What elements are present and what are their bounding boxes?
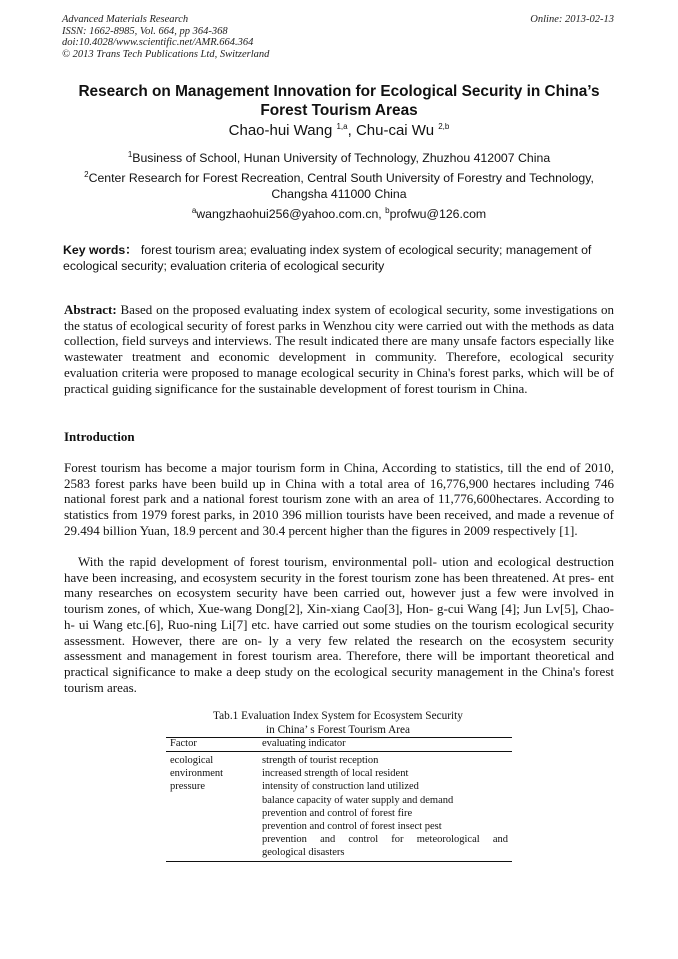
authors (40, 122, 638, 139)
table-caption-line-2: in China’ s Forest Tourism Area (265, 723, 411, 736)
affiliation-1-text: Business of School, Hunan University of Technology, Zhuzhou 412007 China (132, 151, 551, 165)
email-a: wangzhaohui256@yahoo.com.cn, (196, 207, 386, 221)
keywords (63, 242, 613, 274)
table-factor-cell (170, 754, 223, 794)
table-caption-line-1: Tab.1 Evaluation Index System for Ecosystem Security (213, 710, 463, 722)
factor-line: environment (170, 768, 224, 780)
author-2: Chu-cai Wu (355, 122, 435, 139)
keywords-text: forest tourism area; evaluating index system of ecological security; management of ecological security; evaluation criteria of ecological security (63, 243, 592, 273)
table-header-rule (166, 751, 512, 752)
table-caption (168, 710, 508, 737)
author-1-sup: 1,a (336, 122, 348, 131)
author-1: Chao-hui Wang (228, 122, 333, 139)
title-line-2: Forest Tourism Areas (260, 102, 418, 119)
journal-header (62, 14, 269, 60)
intro-paragraph-1: Forest tourism has become a major tourism form in China, According to statistics, till the end of 2010, 2583 forest parks have been build up in China with a total area of 16,776,900 hectares including 746 national forest park and a national forest tourism zone with an area of 11,776,600hectares. According to statistics from 1979 forest parks, in 2010 396 million tourists have been received, and made a revenue of 29.494 billion Yuan, 18.9 percent and 30.4 percent higher than the figures in 2009 respectively [1]. (64, 460, 614, 538)
affiliation-1 (40, 150, 638, 166)
indicator-line: balance capacity of water supply and demand (262, 794, 454, 806)
abstract-label: Abstract: (64, 302, 117, 317)
journal-name: Advanced Materials Research (62, 14, 189, 25)
affiliation-1-sup: 1 (127, 149, 133, 159)
affiliation-2 (40, 170, 638, 202)
keywords-label: Key words： (63, 243, 138, 257)
factor-line: pressure (170, 781, 205, 793)
affiliation-2-line-2: Changsha 411000 China (271, 187, 407, 201)
emails (40, 206, 638, 222)
email-b-sup: b (385, 205, 390, 215)
abstract (64, 302, 614, 396)
author-2-sup: 2,b (438, 122, 450, 131)
table-header-indicator: evaluating indicator (262, 738, 346, 749)
section-heading-introduction: Introduction (64, 429, 135, 444)
online-date: Online: 2013-02-13 (530, 14, 614, 25)
author-separator: , (347, 122, 356, 139)
indicator-line: intensity of construction land utilized (262, 781, 419, 793)
abstract-text: Based on the proposed evaluating index system of ecological security, some investigations on the status of ecological security of forest parks in Wenzhou city were carried out with the methods as data collection, field surveys and interviews. The result indicated there are many unsafe factors especially like wastewater treatment and economic development in community. Therefore, ecological security evaluation criteria were proposed to manage ecological security in China's forest parks, which will be of practical guiding significance for the sustainable development of forest tourism in China. (64, 302, 614, 396)
table-header-factor: Factor (170, 738, 197, 749)
indicator-line: strength of tourist reception (262, 755, 379, 766)
indicator-line: geological disasters (262, 847, 345, 859)
affiliation-2-line-1: Center Research for Forest Recreation, Central South University of Forestry and Technology, (88, 171, 594, 185)
factor-line: ecological (170, 755, 214, 766)
email-b: profwu@126.com (389, 207, 487, 221)
table-bottom-rule (166, 861, 512, 862)
indicator-line: increased strength of local resident (262, 768, 409, 780)
intro-paragraph-2: With the rapid development of forest tourism, environmental poll- ution and ecological destruction have been increasing, and ecosystem security in the forest tourism zone has been threatened. At pres- ent many researches on ecosystem security have been carried out, however just a few were involved in tourism zones, of which, Xue-wang Dong[2], Xin-xiang Cao[3], Hon- g-cui Wang [4]; Jun Lv[5], Chao-h- ui Wang etc.[6], Ruo-ning Li[7] etc. have carried out some studies on the tourism ecological security assessment. However, there are on- ly a very few related the research on the ecosystem security assessment and management in forest tourism area. Therefore, there will be important theoretical and practical significance to make a deep study on the ecological security management in the China's forest tourism areas. (64, 554, 614, 695)
affiliation-2-sup: 2 (84, 169, 89, 179)
title-line-1: Research on Management Innovation for Ecological Security in China’s (78, 83, 600, 100)
doi-line: doi:10.4028/www.scientific.net/AMR.664.364 (62, 37, 254, 48)
email-a-sup: a (191, 205, 197, 215)
indicator-line: prevention and control of forest insect pest (262, 821, 442, 833)
table-indicator-cell (262, 754, 508, 860)
issn-line: ISSN: 1662-8985, Vol. 664, pp 364-368 (62, 25, 228, 37)
copyright-line: © 2013 Trans Tech Publications Ltd, Switzerland (62, 48, 270, 60)
indicator-line: prevention and control for meteorological and (262, 834, 508, 846)
paper-title (40, 82, 638, 120)
indicator-line: prevention and control of forest fire (262, 807, 413, 819)
